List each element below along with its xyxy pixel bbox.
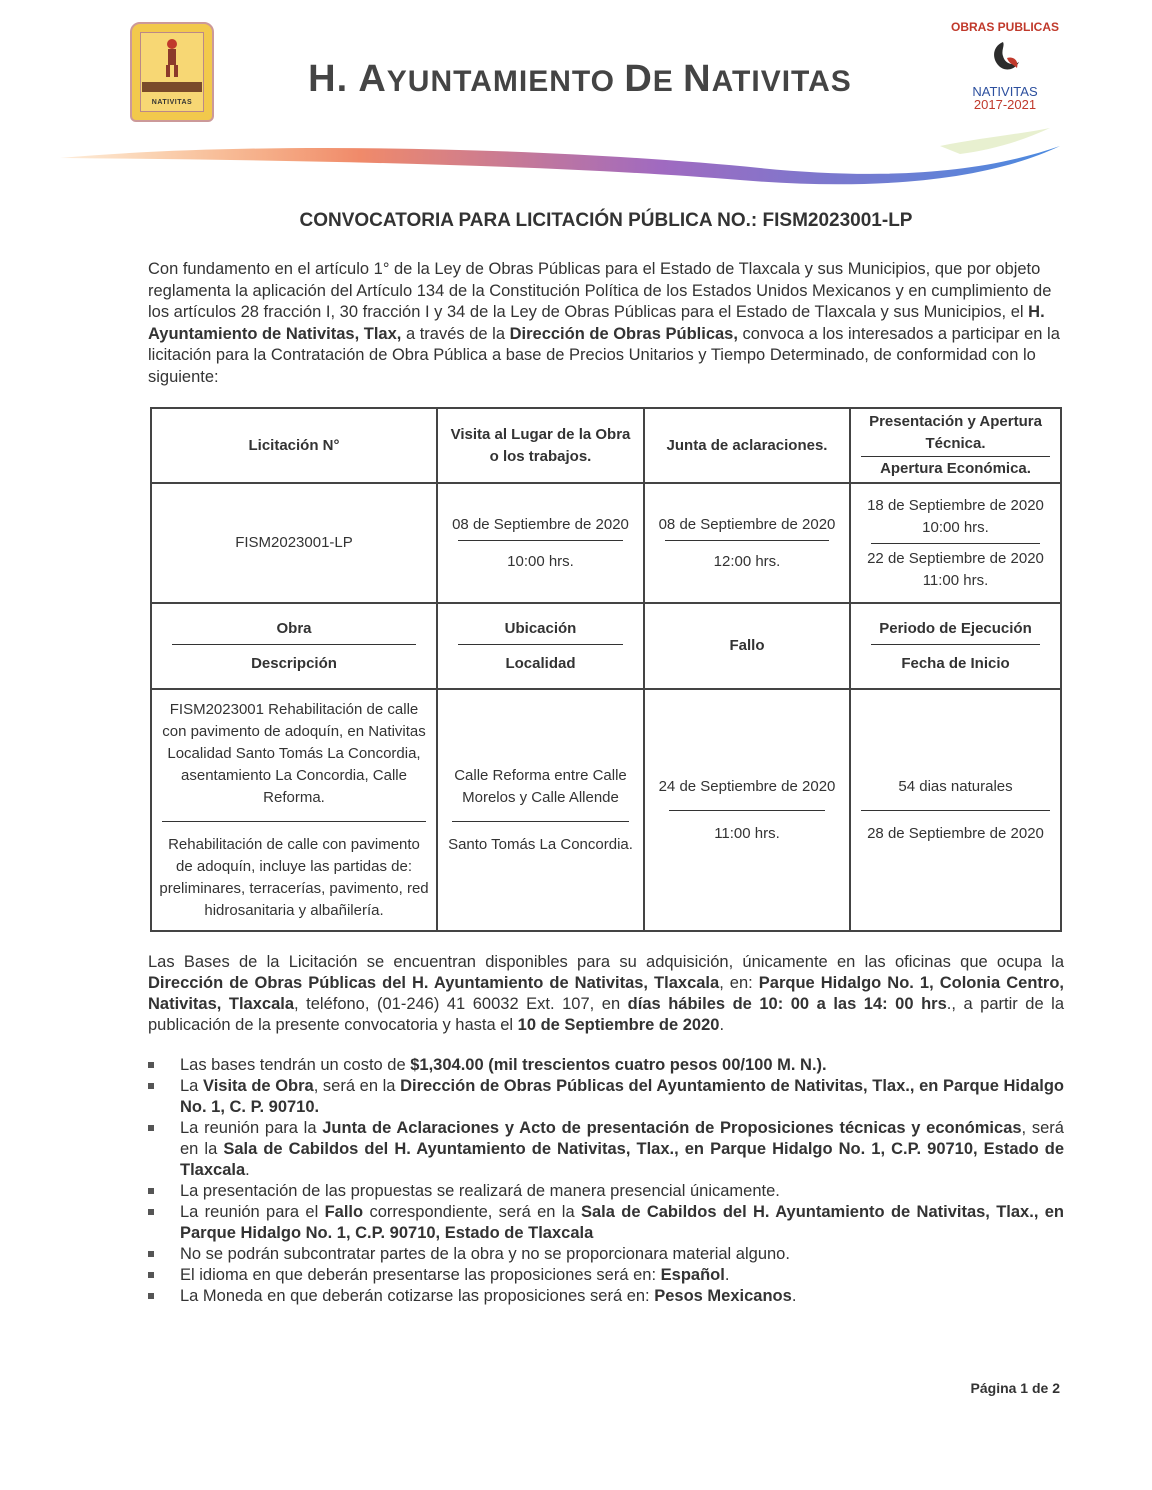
list-item: La presentación de las propuestas se realizará de manera presencial únicamente. (148, 1181, 1064, 1202)
decorative-swoosh (60, 128, 1060, 198)
list-item: La reunión para la Junta de Aclaraciones y Acto de presentación de Proposiciones técnicas y económicas, será en la Sala de Cabildos del H. Ayuntamiento de Nativitas, Tlax., en Parque Hidalgo No. 1, C.P. 90710, Estado de Tlaxcala. (148, 1118, 1064, 1181)
conditions-list (148, 1055, 1064, 1307)
page-number: Página 1 de 2 (970, 1380, 1060, 1396)
fallo-fecha: 24 de Septiembre de 2020 (658, 777, 836, 795)
header-periodo-label: Periodo de Ejecución (879, 619, 1032, 637)
ubicacion-cell (437, 689, 644, 931)
header-ubicacion-label: Ubicación (504, 619, 577, 637)
crest-figure-icon (162, 38, 182, 78)
obra-descripcion: Rehabilitación de calle con pavimento de adoquín, incluye las partidas de: preliminares, terracerías, pavimento, red hidrosanitaria y albañilería. (159, 835, 429, 919)
header-descripcion-label: Descripción (251, 654, 337, 672)
header-fallo: Fallo (644, 603, 850, 689)
ubicacion-calle: Calle Reforma entre Calle Morelos y Calle Allende (454, 766, 627, 806)
letterhead (0, 0, 1152, 200)
economica-hora: 11:00 hrs. (922, 571, 989, 589)
obras-emblem-icon (985, 38, 1025, 80)
header-periodo (850, 603, 1061, 689)
header-localidad-label: Localidad (505, 654, 576, 672)
list-item: La reunión para el Fallo correspondiente, será en la Sala de Cabildos del H. Ayuntamiento de Nativitas, Tlax., en Parque Hidalgo No. 1, C.P. 90710, Estado de Tlaxcala (148, 1202, 1064, 1244)
convocatoria-title: CONVOCATORIA PARA LICITACIÓN PÚBLICA NO.: FISM2023001-LP (299, 210, 913, 231)
header-ubicacion (437, 603, 644, 689)
ubicacion-localidad: Santo Tomás La Concordia. (448, 835, 633, 853)
junta-fecha: 08 de Septiembre de 2020 (658, 515, 836, 533)
header-junta: Junta de aclaraciones. (644, 408, 850, 483)
municipal-crest-logo (130, 22, 214, 122)
visita-cell (437, 483, 644, 603)
table-row (151, 408, 1061, 483)
header-obra-label: Obra (276, 619, 312, 637)
list-item: El idioma en que deberán presentarse las proposiciones será en: Español. (148, 1265, 1064, 1286)
header-obra (151, 603, 437, 689)
periodo-cell (850, 689, 1061, 931)
fallo-cell (644, 689, 850, 931)
presentacion-cell (850, 483, 1061, 603)
header-apertura-economica: Apertura Económica. (880, 460, 1031, 477)
list-item: Las bases tendrán un costo de $1,304.00 (mil trescientos cuatro pesos 00/100 M. N.). (148, 1055, 1064, 1076)
fecha-inicio: 28 de Septiembre de 2020 (867, 824, 1044, 842)
header-presentacion (850, 408, 1061, 483)
junta-cell (644, 483, 850, 603)
header-visita: Visita al Lugar de la Obra o los trabajos. (437, 408, 644, 483)
junta-hora: 12:00 hrs. (713, 552, 781, 570)
periodo-dias: 54 dias naturales (898, 777, 1013, 795)
tecnica-hora: 10:00 hrs. (922, 518, 989, 536)
obras-logo-years: 2017-2021 (973, 97, 1037, 112)
visita-hora: 10:00 hrs. (507, 552, 574, 570)
header-fecha-inicio-label: Fecha de Inicio (901, 654, 1010, 672)
obra-detalle: FISM2023001 Rehabilitación de calle con pavimento de adoquín, en Nativitas Localidad Santo Tomás La Concordia, asentamiento La Concordia, Calle Reforma. (162, 700, 426, 806)
table-row (151, 689, 1061, 931)
fallo-hora: 11:00 hrs. (714, 824, 780, 842)
table-row (151, 483, 1061, 603)
intro-paragraph: Con fundamento en el artículo 1° de la Ley de Obras Públicas para el Estado de Tlaxcala y sus Municipios, que por objeto reglamenta la aplicación del Artículo 134 de la Constitución Política de los Estados Unidos Mexicanos y en cumplimiento de los artículos 28 fracción I, 30 fracción I y 34 de la Ley de Obras Públicas para el Estado de Tlaxcala y sus Municipios, el H. Ayuntamiento de Nativitas, Tlax, a través de la Dirección de Obras Públicas, convoca a los interesados a participar en la licitación para la Contratación de Obra Pública a base de Precios Unitarios y Tiempo Determinado, de conformidad con lo siguiente: (148, 260, 1060, 386)
municipality-title: H. AYUNTAMIENTO DE NATIVITAS (308, 58, 852, 100)
bases-paragraph: Las Bases de la Licitación se encuentran disponibles para su adquisición, únicamente en las oficinas que ocupa la Dirección de Obras Públicas del H. Ayuntamiento de Nativitas, Tlaxcala, en: Parque Hidalgo No. 1, Colonia Centro, Nativitas, Tlaxcala, teléfono, (01-246) 41 60032 Ext. 107, en días hábiles de 10: 00 a las 14: 00 hrs., a partir de la publicación de la presente convocatoria y hasta el 10 de Septiembre de 2020. (148, 953, 1065, 1034)
list-item: La Visita de Obra, será en la Dirección de Obras Públicas del Ayuntamiento de Nativitas, Tlax., en Parque Hidalgo No. 1, C. P. 90710. (148, 1076, 1064, 1118)
header-presentacion-tecnica: Presentación y Apertura Técnica. (869, 413, 1042, 452)
obras-logo-title: OBRAS PUBLICAS (950, 20, 1059, 34)
obras-logo-place: NATIVITAS (972, 84, 1038, 99)
obra-cell (151, 689, 437, 931)
list-item: No se podrán subcontratar partes de la obra y no se proporcionara material alguno. (148, 1244, 1064, 1265)
crest-label: NATIVITAS (151, 99, 193, 106)
licitacion-number: FISM2023001-LP (151, 483, 437, 603)
header-licitacion: Licitación N° (151, 408, 437, 483)
licitacion-table (150, 407, 1062, 932)
table-row (151, 603, 1061, 689)
economica-fecha: 22 de Septiembre de 2020 (867, 549, 1044, 567)
list-item: La Moneda en que deberán cotizarse las proposiciones será en: Pesos Mexicanos. (148, 1286, 1064, 1307)
visita-fecha: 08 de Septiembre de 2020 (452, 515, 629, 533)
tecnica-fecha: 18 de Septiembre de 2020 (867, 496, 1044, 514)
